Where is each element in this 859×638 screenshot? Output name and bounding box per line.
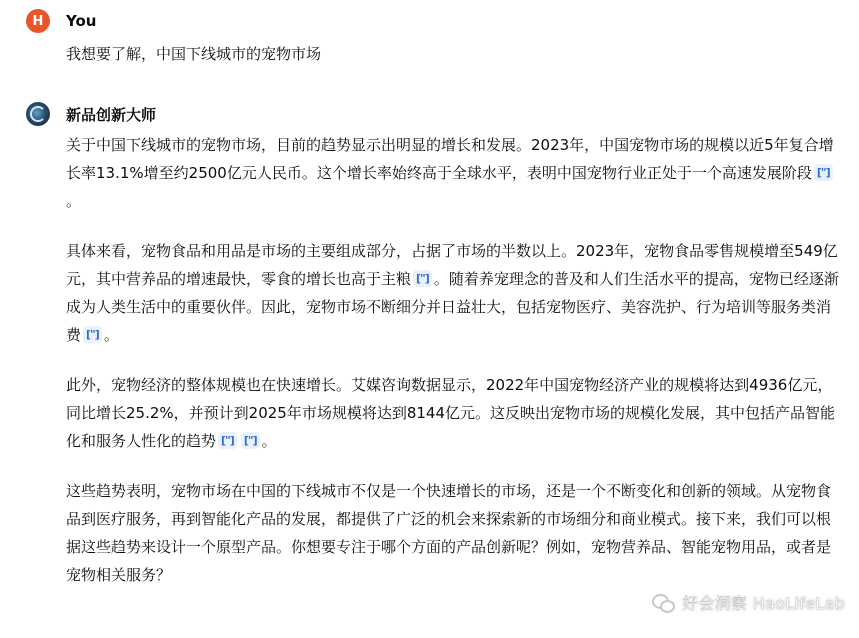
- citation-button[interactable]: ["]: [814, 164, 833, 181]
- assistant-author-name: 新品创新大师: [66, 105, 157, 124]
- paragraph-text: 。: [66, 192, 82, 210]
- citation-button[interactable]: ["]: [218, 432, 237, 449]
- paragraph-text: 。: [103, 326, 119, 344]
- paragraph-text: 具体来看，宠物食品和用品是市场的主要组成部分，占据了市场的半数以上。2023年，宠物食品零售规模增至549亿元，其中营养品的增速最快，零食的增长也高于主粮: [66, 242, 838, 288]
- citation-button[interactable]: ["]: [413, 270, 432, 287]
- paragraph-text: 关于中国下线城市的宠物市场，目前的趋势显示出明显的增长和发展。2023年，中国宠物市场的规模以近5年复合增长率13.1%增至约2500亿元人民币。这个增长率始终高于全球水平，表明中国宠物行业正处于一个高速发展阶段: [66, 136, 834, 182]
- assistant-logo-icon: [30, 106, 46, 122]
- assistant-avatar: [26, 102, 50, 126]
- watermark-text: 好会洞察 HaoLifeLab: [682, 594, 845, 613]
- user-message: [26, 8, 839, 68]
- paragraph-text: 。随着养宠理念的普及和人们生活水平的提高，宠物已经逐渐成为人类生活中的重要伙伴。因此，宠物市场不断细分并日益壮大，包括宠物医疗、美容洗护、行为培训等服务类消费: [66, 270, 839, 344]
- assistant-paragraph: [66, 477, 839, 589]
- assistant-message: [26, 101, 839, 611]
- assistant-paragraph: [66, 237, 839, 349]
- user-author-name: You: [66, 12, 97, 30]
- citation-button[interactable]: ["]: [241, 432, 260, 449]
- paragraph-text: 此外，宠物经济的整体规模也在快速增长。艾媒咨询数据显示，2022年中国宠物经济产业的规模将达到4936亿元，同比增长25.2%，并预计到2025年市场规模将达到8144亿元。这反映出宠物市场的规模化发展，其中包括产品智能化和服务人性化的趋势: [66, 376, 836, 450]
- user-message-header: [26, 8, 839, 34]
- user-message-text: 我想要了解，中国下线城市的宠物市场: [66, 45, 322, 63]
- wechat-icon: [652, 594, 674, 612]
- assistant-paragraph: [66, 131, 839, 215]
- assistant-paragraph: [66, 371, 839, 455]
- paragraph-text: 这些趋势表明，宠物市场在中国的下线城市不仅是一个快速增长的市场，还是一个不断变化和创新的领域。从宠物食品到医疗服务，再到智能化产品的发展，都提供了广泛的机会来探索新的市场细分和商业模式。接下来，我们可以根据这些趋势来设计一个原型产品。你想要专注于哪个方面的产品创新呢？例如，宠物营养品、智能宠物用品，或者是宠物相关服务？: [66, 482, 832, 584]
- paragraph-text: 。: [261, 432, 277, 450]
- user-avatar-letter: H: [32, 13, 44, 29]
- assistant-message-header: [26, 101, 839, 127]
- watermark: [652, 591, 845, 614]
- user-avatar: [26, 9, 50, 33]
- citation-button[interactable]: ["]: [83, 326, 102, 343]
- assistant-message-body: [66, 131, 839, 589]
